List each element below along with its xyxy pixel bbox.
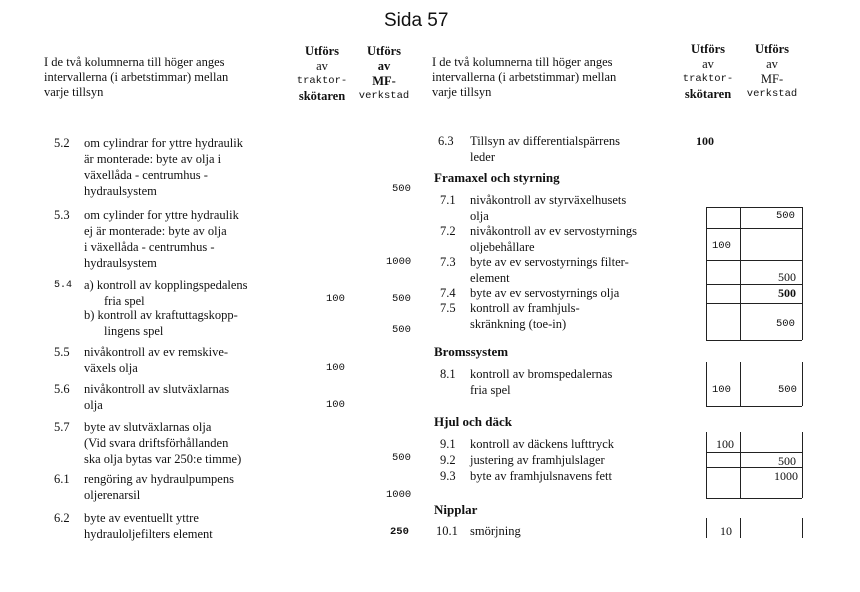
grid-line	[740, 518, 741, 538]
section-heading-framaxel: Framaxel och styrning	[434, 170, 560, 185]
grid-line	[802, 207, 803, 340]
grid-line	[740, 362, 741, 406]
row-text: byte av ev servostyrnings olja	[470, 286, 620, 300]
tractor-value: 100	[326, 293, 345, 305]
workshop-value: 500	[778, 454, 796, 468]
row-number: 5.5	[54, 345, 70, 359]
page-title: Sida 57	[384, 10, 449, 31]
workshop-value: 500	[392, 324, 411, 336]
row-text: rengöring av hydraulpumpens oljerenarsil	[84, 472, 234, 502]
tractor-value: 100	[326, 362, 345, 374]
section-heading-hjul: Hjul och däck	[434, 414, 513, 429]
grid-line	[706, 303, 802, 304]
row-text: nivåkontroll av ev servostyrnings oljebehållare	[470, 224, 637, 254]
workshop-value: 1000	[386, 256, 412, 268]
grid-line	[706, 340, 802, 341]
grid-line	[706, 452, 802, 453]
row-number: 9.1	[440, 437, 456, 451]
grid-line	[706, 207, 707, 340]
tractor-value: 100	[712, 384, 731, 396]
row-number: 9.3	[440, 469, 456, 483]
workshop-value: 500	[778, 270, 796, 284]
row-text: nivåkontroll av slutväxlarnas olja	[84, 382, 230, 412]
grid-line	[706, 207, 802, 208]
row-number: 8.1	[440, 367, 456, 381]
left-intro-line: intervallerna (i arbetstimmar) mellan	[44, 70, 229, 84]
row-number: 7.3	[440, 255, 456, 269]
tractor-value: 100	[712, 240, 731, 252]
grid-line	[706, 228, 802, 229]
grid-line	[706, 518, 707, 538]
section-heading-broms: Bromssystem	[434, 344, 509, 359]
workshop-value: 250	[390, 526, 409, 538]
tractor-value: 100	[716, 437, 734, 451]
grid-line	[802, 432, 803, 498]
row-number: 7.2	[440, 224, 456, 238]
left-intro	[44, 55, 228, 100]
row-number: 9.2	[440, 453, 456, 467]
grid-line	[802, 362, 803, 406]
row-number: 5.2	[54, 136, 70, 150]
workshop-value: 1000	[386, 489, 412, 501]
right-col-workshop-header: Utförs av MF- verkstad	[746, 42, 798, 100]
grid-line	[740, 207, 741, 340]
left-intro-line: I de två kolumnerna till höger anges	[44, 55, 225, 69]
left-col-workshop-header: Utförs av MF- verkstad	[358, 44, 410, 102]
grid-line	[706, 498, 802, 499]
row-number: 5.3	[54, 208, 70, 222]
row-number: 6.2	[54, 511, 70, 525]
row-number: 6.1	[54, 472, 70, 486]
workshop-value: 500	[392, 183, 411, 195]
row-text: Tillsyn av differentialspärrens leder	[470, 134, 620, 164]
right-intro	[432, 55, 616, 100]
row-text: nivåkontroll av styrväxelhusets olja	[470, 193, 627, 223]
workshop-value: 500	[776, 210, 795, 222]
row-number: 7.5	[440, 301, 456, 315]
right-intro-line: varje tillsyn	[432, 85, 492, 99]
workshop-value: 500	[778, 384, 797, 396]
row-number: 6.3	[438, 134, 454, 148]
row-number: 5.7	[54, 420, 70, 434]
workshop-value: 500	[392, 293, 411, 305]
workshop-value: 500	[392, 452, 411, 464]
right-intro-line: intervallerna (i arbetstimmar) mellan	[432, 70, 617, 84]
left-col-tractor-header: Utförs av traktor- skötaren	[296, 44, 348, 103]
grid-line	[802, 518, 803, 538]
grid-line	[706, 432, 707, 498]
tractor-value: 100	[696, 134, 714, 148]
row-text: smörjning	[470, 524, 521, 538]
row-text: om cylindrar for yttre hydraulik är monterade: byte av olja i växellåda - centrumhus - hydraulsystem	[84, 136, 243, 198]
row-number: 5.6	[54, 382, 70, 396]
grid-line	[706, 260, 802, 261]
tractor-value: 10	[720, 524, 732, 538]
row-text: byte av slutväxlarnas olja (Vid svara driftsförhållanden ska olja bytas var 250:e timme)	[84, 420, 242, 466]
row-text: byte av framhjulsnavens fett	[470, 469, 612, 483]
workshop-value: 1000	[774, 469, 798, 483]
row-number: 10.1	[436, 524, 458, 538]
row-text: kontroll av bromspedalernas fria spel	[470, 367, 613, 397]
row-number: 5.4	[54, 280, 73, 291]
row-text: b) kontroll av kraftuttagskopp- lingens spel	[84, 308, 238, 338]
row-text: nivåkontroll av ev remskive- växels olja	[84, 345, 229, 375]
section-heading-nipplar: Nipplar	[434, 502, 478, 517]
tractor-value: 100	[326, 399, 345, 411]
row-text: kontroll av däckens lufttryck	[470, 437, 615, 451]
row-text: byte av ev servostyrnings filter- element	[470, 255, 629, 285]
grid-line	[706, 362, 707, 406]
row-text: justering av framhjulslager	[470, 453, 605, 467]
row-text: a) kontroll av kopplingspedalens fria spel	[84, 278, 248, 308]
grid-line	[740, 432, 741, 498]
right-col-tractor-header: Utförs av traktor- skötaren	[682, 42, 734, 101]
grid-line	[706, 406, 802, 407]
row-text: kontroll av framhjuls- skränkning (toe-in)	[470, 301, 580, 331]
workshop-value: 500	[776, 318, 795, 330]
row-number: 7.1	[440, 193, 456, 207]
row-number: 7.4	[440, 286, 456, 300]
row-text: byte av eventuellt yttre hydrauloljefilters element	[84, 511, 213, 541]
workshop-value: 500	[778, 286, 796, 300]
row-text: om cylinder for yttre hydraulik ej är monterade: byte av olja i växellåda - centrumhus - hydraulsystem	[84, 208, 239, 270]
right-intro-line: I de två kolumnerna till höger anges	[432, 55, 613, 69]
left-intro-line: varje tillsyn	[44, 85, 104, 99]
